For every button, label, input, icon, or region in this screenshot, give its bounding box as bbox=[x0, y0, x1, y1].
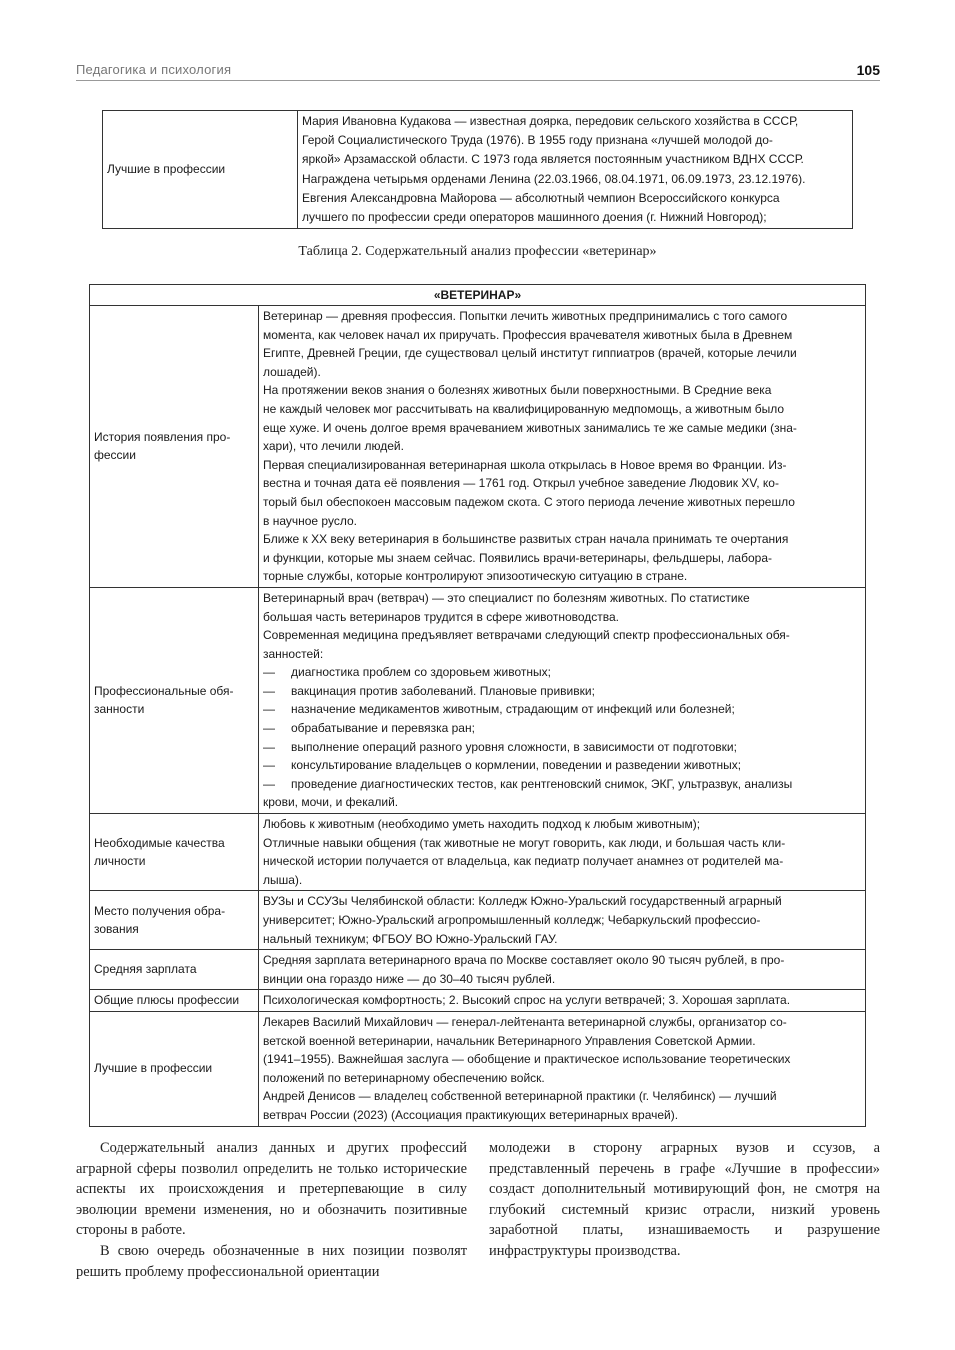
row-label-history: История появления про- фессии bbox=[90, 306, 259, 588]
text-line: в научное русло. bbox=[263, 513, 357, 528]
text-line: Лекарев Василий Михайлович — генерал-лейтенанта ветеринарной службы, организатор со- bbox=[263, 1014, 787, 1029]
table-header: «ВЕТЕРИНАР» bbox=[90, 285, 866, 306]
row-content-best-in-profession bbox=[259, 1011, 866, 1126]
row-content-best-in-profession bbox=[298, 111, 853, 229]
list-item-text: назначение медикаментов животным, страдающим от инфекций или болезней; bbox=[291, 702, 735, 717]
text-line: большая часть ветеринаров трудится в сфере животноводства. bbox=[263, 609, 620, 624]
table-row bbox=[103, 111, 853, 229]
row-label-salary: Средняя зарплата bbox=[90, 950, 259, 990]
table-caption: Таблица 2. Содержательный анализ профессии «ветеринар» bbox=[298, 244, 657, 259]
text-line: ветврач России (2023) (Ассоциация практикующих ветеринарных врачей). bbox=[263, 1107, 679, 1122]
table-row bbox=[90, 587, 866, 813]
dash-bullet: — bbox=[263, 702, 275, 717]
text-line: яркой» Арзамасской области. С 1973 года является постоянным участником ВДНХ СССР. bbox=[302, 152, 804, 167]
row-content-duties bbox=[259, 587, 866, 813]
list-item bbox=[263, 663, 861, 682]
list-item bbox=[263, 682, 861, 701]
text-line: Андрей Денисов — владелец собственной ветеринарной практики (г. Челябинск) — лучший bbox=[263, 1089, 777, 1104]
paragraph: В свою очередь обозначенные в них позиции позволят решить проблему профессиональной ориентации bbox=[76, 1242, 467, 1280]
page-number: 105 bbox=[856, 62, 880, 78]
text-line: Мария Ивановна Кудакова — известная доярка, передовик сельского хозяйства в СССР, bbox=[302, 114, 799, 128]
list-item bbox=[263, 738, 861, 757]
text-line: торый был обеспокоен массовым падежом скота. С этого периода лечение животных перешло bbox=[263, 494, 795, 509]
row-label-best-in-profession: Лучшие в профессии bbox=[90, 1011, 259, 1126]
text-line: Современная медицина предъявляет ветврачами следующий спектр профессиональных обя- bbox=[263, 628, 790, 643]
row-content-history bbox=[259, 306, 866, 588]
text-line: положений по ветеринарному обеспечению войск. bbox=[263, 1070, 545, 1085]
text-line: Средняя зарплата ветеринарного врача по Москве составляет около 90 тысяч рублей, в про- bbox=[263, 953, 785, 968]
dash-bullet: — bbox=[263, 758, 275, 773]
row-label-duties: Профессиональные обя- занности bbox=[90, 587, 259, 813]
row-label-personal-qualities: Необходимые качества личности bbox=[90, 814, 259, 891]
text-line: занностей: bbox=[263, 646, 324, 661]
header-rule bbox=[76, 80, 880, 81]
text-line: торные службы, которые контролируют эпизоотическую ситуацию в стране. bbox=[263, 569, 688, 584]
list-item-text: диагностика проблем со здоровьем животных; bbox=[291, 665, 551, 680]
table-header-row bbox=[90, 285, 866, 306]
text-line: и функции, которые мы знаем сейчас. Появились врачи-ветеринары, фельдшеры, лабора- bbox=[263, 550, 772, 565]
text-line: вестна и точная дата её появления — 1761 год. Открыл учебное заведение Людовик XV, ко- bbox=[263, 476, 779, 491]
paragraph: Содержательный анализ данных и других профессий аграрной сферы позволил определить не только историческиe аспекты их происхождения и претерпевающие в силу эволюции времени изменения, но и обозначить позитивные стороны в работе. bbox=[76, 1140, 467, 1239]
row-content-salary bbox=[259, 950, 866, 990]
text-line: момента, как человек начал их приручать. Профессия врачевателя животных была в Древнем bbox=[263, 327, 793, 342]
table-row bbox=[90, 306, 866, 588]
table-row bbox=[90, 990, 866, 1012]
text-line: ветской военной ветеринарии, начальник Ветеринарного Управления Советской Армии. bbox=[263, 1033, 756, 1048]
row-content-education bbox=[259, 891, 866, 950]
table-row bbox=[90, 814, 866, 891]
text-line: Ветеринарный врач (ветврач) — это специалист по болезням животных. По статистике bbox=[263, 590, 750, 605]
text-line: Первая специализированная ветеринарная школа открылась в Новое время во Франции. Из- bbox=[263, 457, 787, 472]
text-line: Египте, Древней Греции, где существовал целый институт гиппиатров (врачей, которые лечили bbox=[263, 346, 797, 361]
list-item-text: вакцинация против заболеваний. Плановые прививки; bbox=[291, 683, 595, 698]
text-line: (1941–1955). Важнейшая заслуга — обобщение и практическое использование теоретических bbox=[263, 1052, 791, 1067]
text-line: еще хуже. И очень долгое время врачеванием животных занимались те же самые медики (зна- bbox=[263, 420, 797, 435]
table-veterinarian bbox=[89, 284, 866, 1127]
dash-bullet: — bbox=[263, 683, 275, 698]
text-line: винции она гораздо ниже — до 30–40 тысяч рублей. bbox=[263, 971, 556, 986]
list-item bbox=[263, 719, 861, 738]
text-line: лошадей). bbox=[263, 364, 321, 379]
table-row bbox=[90, 891, 866, 950]
row-label-education: Место получения обра- зования bbox=[90, 891, 259, 950]
text-line: крови, мочи, и фекалий. bbox=[263, 795, 399, 810]
body-column-left bbox=[76, 1138, 467, 1282]
body-column-right bbox=[489, 1138, 880, 1262]
list-item-text: выполнение операций разного уровня сложности, в зависимости от подготовки; bbox=[291, 739, 737, 754]
row-content-personal-qualities bbox=[259, 814, 866, 891]
row-content-advantages bbox=[259, 990, 866, 1012]
list-item bbox=[263, 700, 861, 719]
paragraph: молодежи в сторону аграрных вузов и ссузов, а представленный перечень в графе «Лучшие в профессии» создаст дополнительный мотивирующий фон, не смотря на глубокий системный кризис отрасли, низкий уровень заработной платы, изнашиваемость и разрушение инфраструктуры производства. bbox=[489, 1140, 880, 1259]
text-line: Ветеринар — древняя профессия. Попытки лечить животных предпринимались с того самого bbox=[263, 309, 788, 323]
row-label-advantages: Общие плюсы профессии bbox=[90, 990, 259, 1012]
text-line: Отличные навыки общения (так животные не могут говорить, как люди, и большая часть кли- bbox=[263, 835, 786, 850]
list-item-text: проведение диагностических тестов, как рентгеновский снимок, ЭКГ, ультразвук, анализы bbox=[291, 776, 793, 791]
dash-bullet: — bbox=[263, 665, 275, 680]
table-row bbox=[90, 950, 866, 990]
text-line: лучшего по профессии среди операторов машинного доения (г. Нижний Новгород); bbox=[302, 210, 767, 225]
text-line: Евгения Александровна Майорова — абсолютный чемпион Всероссийского конкурса bbox=[302, 190, 780, 205]
text-line: не каждый человек мог рассчитывать на квалифицированную медпомощь, а животным было bbox=[263, 401, 785, 416]
list-item-text: обрабатывание и перевязка ран; bbox=[291, 721, 475, 736]
dash-bullet: — bbox=[263, 776, 275, 791]
dash-bullet: — bbox=[263, 739, 275, 754]
text-line: ВУЗы и ССУЗы Челябинской области: Колледж Южно-Уральский государственный аграрный bbox=[263, 894, 782, 909]
list-item bbox=[263, 756, 861, 775]
list-item-text: консультирование владельцев о кормлении, поведении и разведении животных; bbox=[291, 758, 742, 773]
table-row bbox=[90, 1011, 866, 1126]
list-item bbox=[263, 775, 861, 794]
text-line: Любовь к животным (необходимо уметь находить подход к любым животным); bbox=[263, 817, 701, 832]
text-line: Ближе к XX веку ветеринария в большинстве развитых стран начала принимать те очертания bbox=[263, 532, 789, 547]
text-line: лыша). bbox=[263, 872, 303, 887]
text-line: Награждена четырьмя орденами Ленина (22.03.1966, 08.04.1971, 06.09.1973, 23.12.1976). bbox=[302, 171, 806, 186]
text-line: нальный техникум; ФГБОУ ВО Южно-Уральский ГАУ. bbox=[263, 931, 558, 946]
text-line: хари), что лечили людей. bbox=[263, 439, 404, 454]
running-head bbox=[76, 62, 880, 82]
row-label-best-in-profession: Лучшие в профессии bbox=[103, 111, 298, 229]
journal-section-title: Педагогика и психология bbox=[76, 62, 232, 77]
text-line: нической истории получается от владельца, как педиатр получает анамнез от родителей ма- bbox=[263, 854, 784, 869]
dash-bullet: — bbox=[263, 721, 275, 736]
text-line: Герой Социалистического Труда (1976). В 1955 году признана «лучшей молодой до- bbox=[302, 133, 773, 148]
table-milkmaid-continued bbox=[102, 110, 853, 229]
text-line: Психологическая комфортность; 2. Высокий спрос на услуги ветврачей; 3. Хорошая зарплата. bbox=[263, 993, 791, 1008]
text-line: На протяжении веков знания о болезнях животных были поверхностными. В Средние века bbox=[263, 383, 772, 398]
text-line: университет; Южно-Уральский агропромышленный колледж; Чебаркульский профессио- bbox=[263, 913, 761, 927]
